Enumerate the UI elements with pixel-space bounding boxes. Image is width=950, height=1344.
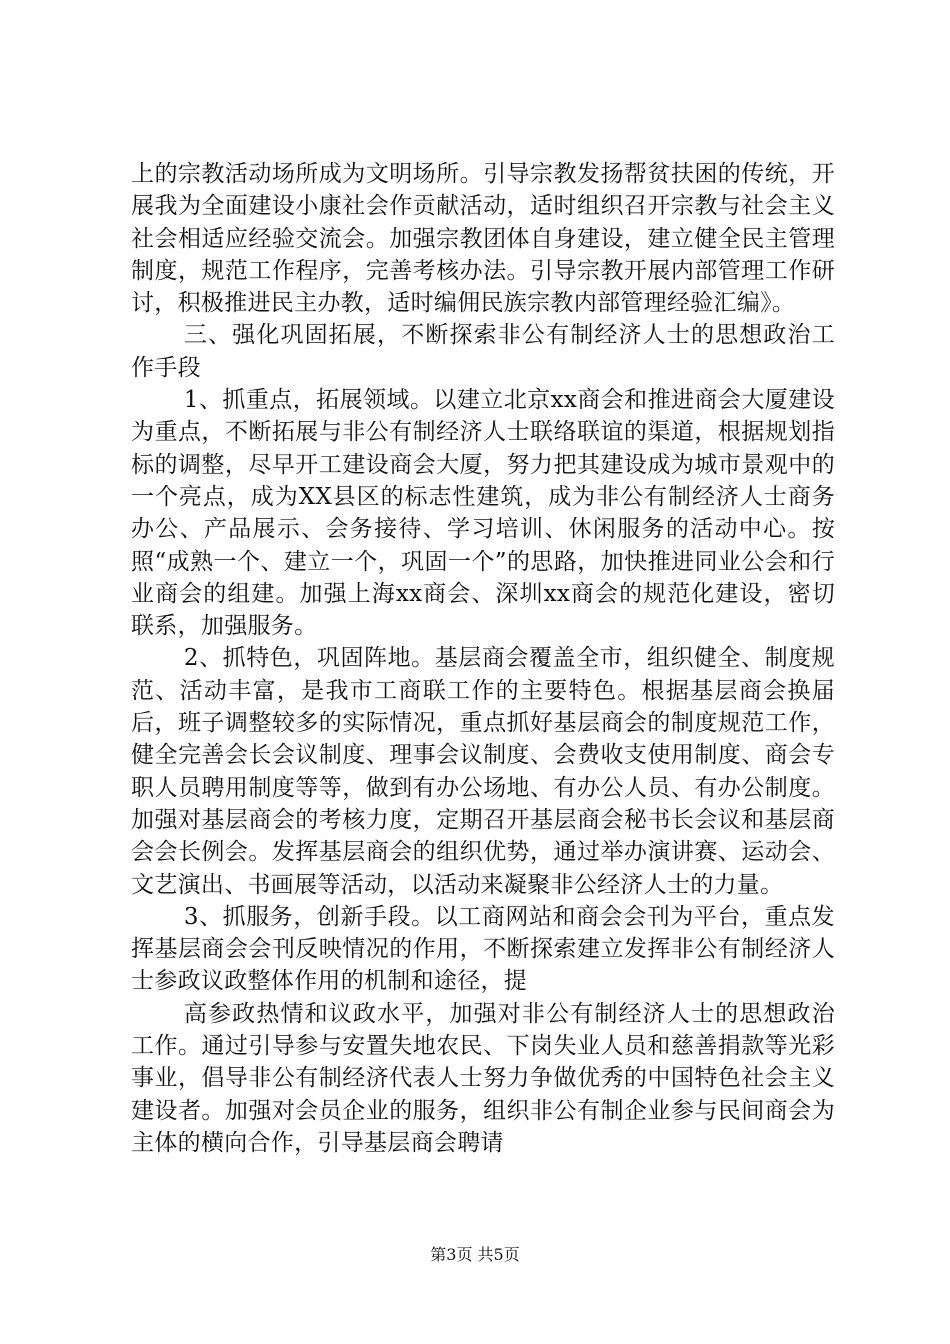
section-heading: 三、强化巩固拓展，不断探索非公有制经济人士的思想政治工作手段 <box>131 322 835 381</box>
paragraph-item-2: 2、抓特色，巩固阵地。基层商会覆盖全市，组织健全、制度规范、活动丰富，是我市工商联工作的主要特色。根据基层商会换届后，班子调整较多的实际情况，重点抓好基层商会的制度规范工作，健全完善会长会议制度、理事会议制度、会费收支使用制度、商会专职人员聘用制度等等，做到有办公场地、有办公人员、有办公制度。加强对基层商会的考核力度，定期召开基层商会秘书长会议和基层商会会长例会。发挥基层商会的组织优势，通过举办演讲赛、运动会、文艺演出、书画展等活动，以活动来凝聚非公经济人士的力量。 <box>131 645 835 898</box>
paragraph-continuation: 上的宗教活动场所成为文明场所。引导宗教发扬帮贫扶困的传统，开展我为全面建设小康社会作贡献活动，适时组织召开宗教与社会主义社会相适应经验交流会。加强宗教团体自身建设，建立健全民主管理制度，规范工作程序，完善考核办法。引导宗教开展内部管理工作研讨，积极推进民主办教，适时编佣民族宗教内部管理经验汇编》。 <box>131 161 835 317</box>
paragraph-continuation-2: 高参政热情和议政水平，加强对非公有制经济人士的思想政治工作。通过引导参与安置失地农民、下岗失业人员和慈善捐款等光彩事业，倡导非公有制经济代表人士努力争做优秀的中国特色社会主义建设者。加强对会员企业的服务，组织非公有制企业参与民间商会为主体的横向合作，引导基层商会聘请 <box>131 1000 835 1156</box>
paragraph-item-3: 3、抓服务，创新手段。以工商网站和商会会刊为平台，重点发挥基层商会会刊反映情况的作用，不断探索建立发挥非公有制经济人士参政议政整体作用的机制和途径，提 <box>131 903 835 995</box>
paragraph-item-1: 1、抓重点，拓展领域。以建立北京xx商会和推进商会大厦建设为重点，不断拓展与非公有制经济人士联络联谊的渠道，根据规划指标的调整，尽早开工建设商会大厦，努力把其建设成为城市景观中的一个亮点，成为XX县区的标志性建筑，成为非公有制经济人士商务办公、产品展示、会务接待、学习培训、休闲服务的活动中心。按照“成熟一个、建立一个，巩固一个”的思路，加快推进同业公会和行业商会的组建。加强上海xx商会、深圳xx商会的规范化建设，密切联系，加强服务。 <box>131 387 835 640</box>
page-number-footer: 第3页 共5页 <box>430 1245 520 1264</box>
document-body <box>131 158 835 1159</box>
